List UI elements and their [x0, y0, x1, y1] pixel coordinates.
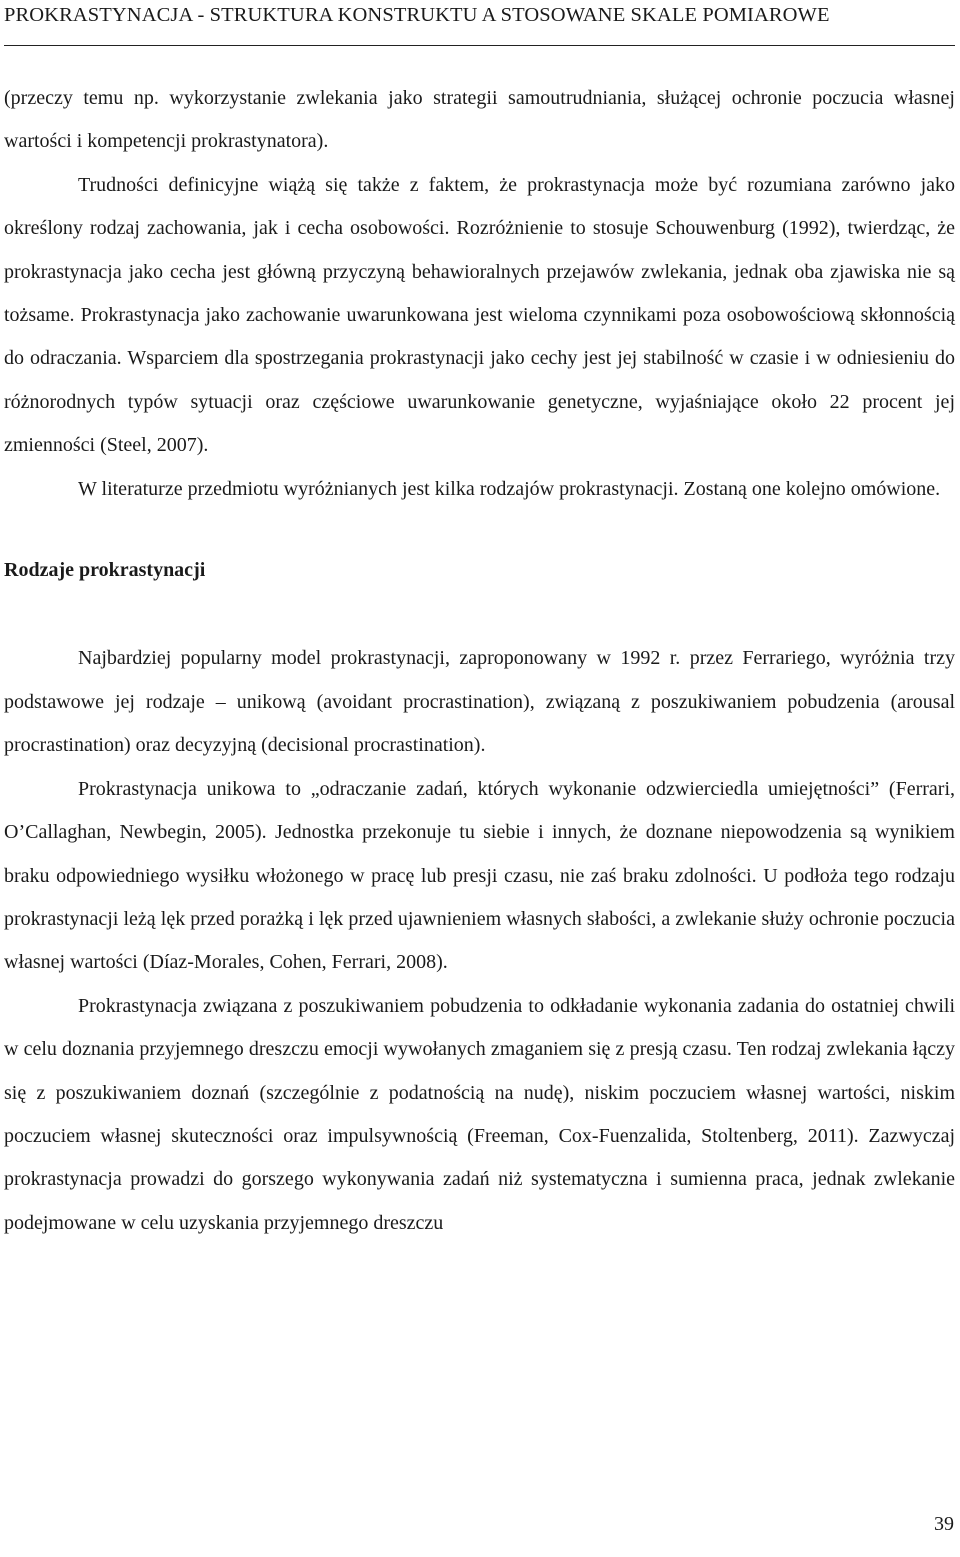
paragraph: Najbardziej popularny model prokrastynacji, zaproponowany w 1992 r. przez Ferrariego, wyróżnia trzy podstawowe jej rodzaje – unikową (avoidant procrastination), związaną z poszukiwaniem pobudzenia (arousal procrastination) oraz decyzyjną (decisional procrastination). [4, 647, 955, 757]
paragraph: W literaturze przedmiotu wyróżnianych jest kilka rodzajów prokrastynacji. Zostaną one kolejno omówione. [78, 477, 941, 500]
paragraph: Prokrastynacja związana z poszukiwaniem pobudzenia to odkładanie wykonania zadania do ostatniej chwili w celu doznania przyjemnego dreszczu emocji wywołanych zmaganiem się z presją czasu. Ten rodzaj zwlekania łączy się z poszukiwaniem doznań (szczególnie z podatnością na nudę), niskim poczuciem własnej wartości, niskim poczuciem własnej skuteczności oraz impulsywnością (Freeman, Cox-Fuenzalida, Stoltenberg, 2011). Zazwyczaj prokrastynacja prowadzi do gorszego wykonywania zadań niż systematyczna i sumienna praca, jednak zwlekanie podejmowane w celu uzyskania przyjemnego dreszczu [4, 994, 955, 1234]
paragraph: (przeczy temu np. wykorzystanie zwlekania jako strategii samoutrudniania, służącej ochronie poczucia własnej wartości i kompetencji prokrastynatora). [4, 87, 955, 153]
section-heading: Rodzaje prokrastynacji [4, 559, 206, 582]
header-rule [4, 45, 955, 46]
body-text [4, 77, 955, 1245]
running-header: PROKRASTYNACJA - STRUKTURA KONSTRUKTU A STOSOWANE SKALE POMIAROWE [4, 4, 830, 26]
paragraph: Trudności definicyjne wiążą się także z faktem, że prokrastynacja może być rozumiana zarówno jako określony rodzaj zachowania, jak i cecha osobowości. Rozróżnienie to stosuje Schouwenburg (1992), twierdząc, że prokrastynacja jako cecha jest główną przyczyną behawioralnych przejawów zwlekania, jednak oba zjawiska nie są tożsame. Prokrastynacja jako zachowanie uwarunkowana jest wieloma czynnikami poza osobowościową skłonnością do odraczania. Wsparciem dla spostrzegania prokrastynacji jako cechy jest jej stabilność w czasie i w odniesieniu do różnorodnych typów sytuacji oraz częściowe uwarunkowanie genetyczne, wyjaśniające około 22 procent jej zmienności (Steel, 2007). [4, 173, 955, 457]
paragraph: Prokrastynacja unikowa to „odraczanie zadań, których wykonanie odzwierciedla umiejętności” (Ferrari, O’Callaghan, Newbegin, 2005). Jednostka przekonuje tu siebie i innych, że doznane niepowodzenia są wynikiem braku odpowiedniego wysiłku włożonego w pracę lub presji czasu, nie zaś braku zdolności. U podłoża tego rodzaju prokrastynacji leżą lęk przed porażką i lęk przed ujawnieniem własnych słabości, a zwlekanie służy ochronie poczucia własnej wartości (Díaz-Morales, Cohen, Ferrari, 2008). [4, 777, 955, 974]
page-number: 39 [934, 1513, 954, 1535]
